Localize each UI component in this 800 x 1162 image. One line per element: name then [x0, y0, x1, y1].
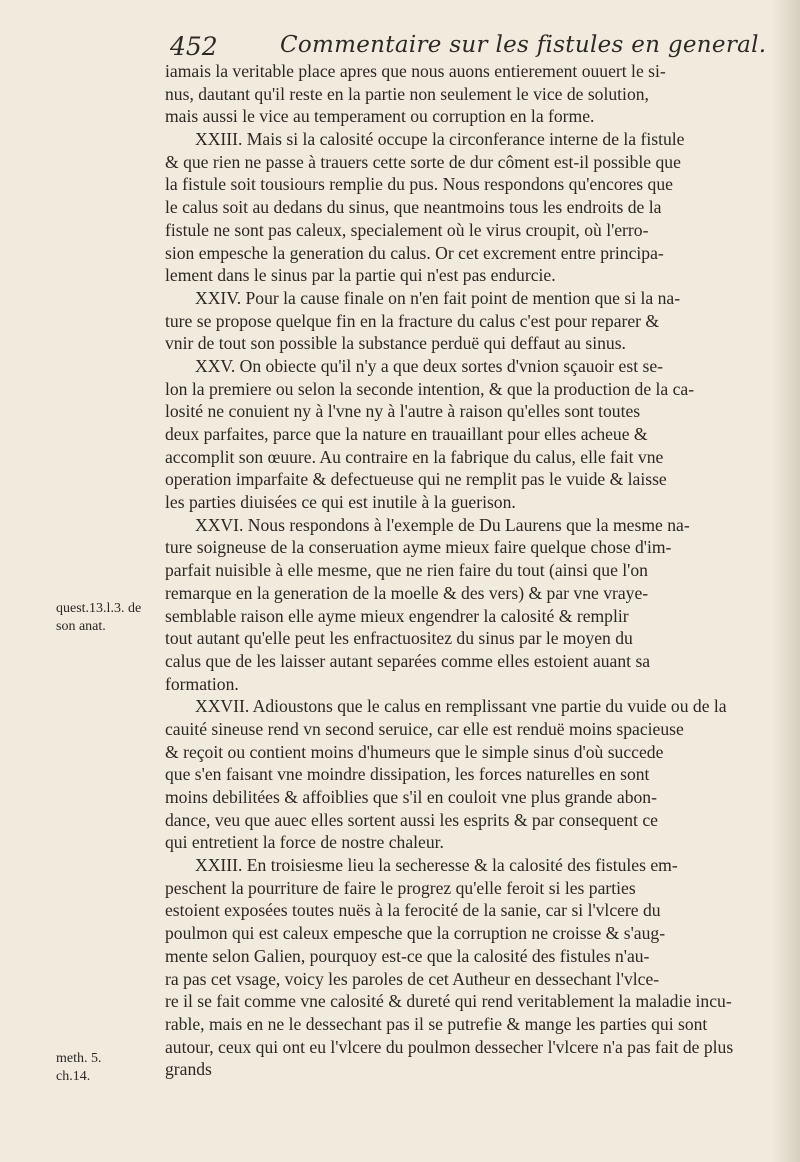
text-line: qui entretient la force de nostre chaleur. — [165, 832, 444, 853]
text-line: iamais la veritable place apres que nous auons entierement ouuert le si- — [165, 61, 666, 81]
page-number: 452 — [170, 32, 218, 61]
text-line: & reçoit ou contient moins d'humeurs que le simple sinus d'où succede — [165, 741, 664, 762]
text-line: estoient exposées toutes nuës à la ferocité de la sanie, car si l'vlcere du — [165, 900, 661, 921]
margin-note: meth. 5. ch.14. — [56, 1051, 102, 1084]
text-line: ture se propose quelque fin en la fracture du calus c'est pour reparer & — [165, 310, 660, 331]
text-line: rable, mais en ne le dessechant pas il se putrefie & mange les parties qui sont — [165, 1013, 708, 1034]
text-line: sion empesche la generation du calus. Or cet excrement entre principa- — [165, 242, 664, 263]
text-line: XXIII. Mais si la calosité occupe la circonferance interne de la fistule — [195, 129, 685, 150]
text-line: autour, ceux qui ont eu l'vlcere du poulmon dessecher l'vlcere n'a pas fait de plus — [165, 1036, 734, 1057]
running-head: Commentaire sur les fistules en general. — [280, 32, 767, 58]
text-line: & que rien ne passe à trauers cette sorte de dur côment est-il possible que — [165, 151, 681, 172]
text-line: remarque en la generation de la moelle & des vers) & par vne vraye- — [165, 582, 649, 603]
text-line: que s'en faisant vne moindre dissipation, les forces naturelles en sont — [165, 764, 650, 785]
text-line: semblable raison elle ayme mieux engendrer la calosité & remplir — [165, 605, 629, 626]
text-line: XXV. On obiecte qu'il n'y a que deux sortes d'vnion sçauoir est se- — [195, 355, 663, 376]
text-line: vnir de tout son possible la substance perduë qui deffaut au sinus. — [165, 333, 626, 354]
page-edge-shadow — [772, 0, 800, 1162]
text-line: mais aussi le vice au temperament ou corruption en la forme. — [165, 106, 595, 127]
text-line: formation. — [165, 673, 239, 694]
body-text — [165, 60, 770, 1081]
text-line: poulmon qui est caleux empesche que la corruption ne croisse & s'aug- — [165, 923, 666, 944]
text-line: lement dans le sinus par la partie qui n'est pas endurcie. — [165, 265, 556, 286]
text-line: cauité sineuse rend vn second seruice, car elle est renduë moins spacieuse — [165, 718, 684, 739]
text-line: lon la premiere ou selon la seconde intention, & que la production de la ca- — [165, 378, 695, 399]
text-line: les parties diuisées ce qui est inutile à la guerison. — [165, 492, 516, 513]
text-line: moins debilitées & affoiblies que s'il en couloit vne plus grande abon- — [165, 787, 657, 807]
margin-note: quest.13.l.3. de son anat. — [56, 601, 142, 634]
text-line: dance, veu que auec elles sortent aussi les esprits & par consequent ce — [165, 809, 658, 830]
text-line: le calus soit au dedans du sinus, que neantmoins tous les endroits de la — [165, 197, 662, 218]
text-line: grands — [165, 1059, 212, 1080]
text-line: peschent la pourriture de faire le progrez qu'elle feroit si les parties — [165, 877, 636, 898]
text-line: tout autant qu'elle peut les enfractuositez du sinus par le moyen du — [165, 628, 633, 649]
text-line: ra pas cet vsage, voicy les paroles de cet Autheur en dessechant l'vlce- — [165, 968, 660, 989]
text-line: XXIII. En troisiesme lieu la secheresse & la calosité des fistules em- — [195, 855, 678, 876]
text-line: XXVII. Adioustons que le calus en remplissant vne partie du vuide ou de la — [195, 696, 727, 717]
text-line: parfait nuisible à elle mesme, que ne rien faire du tout (ainsi que l'on — [165, 560, 648, 581]
text-line: nus, dautant qu'il reste en la partie non seulement le vice de solution, — [165, 83, 649, 104]
text-line: fistule ne sont pas caleux, specialement où le virus croupit, où l'erro- — [165, 219, 649, 240]
text-line: XXVI. Nous respondons à l'exemple de Du Laurens que la mesme na- — [195, 514, 690, 535]
text-line: XXIV. Pour la cause finale on n'en fait point de mention que si la na- — [195, 287, 681, 308]
text-line: re il se fait comme vne calosité & dureté qui rend veritablement la maladie incu- — [165, 991, 732, 1012]
text-line: ture soigneuse de la conseruation ayme mieux faire quelque chose d'im- — [165, 537, 672, 558]
text-line: deux parfaites, parce que la nature en trauaillant pour elles acheue & — [165, 424, 648, 444]
text-line: la fistule soit tousiours remplie du pus. Nous respondons qu'encores que — [165, 174, 673, 195]
text-line: operation imparfaite & defectueuse qui ne remplit pas le vuide & laisse — [165, 469, 667, 490]
text-line: losité ne conuient ny à l'vne ny à l'autre à raison qu'elles sont toutes — [165, 401, 641, 422]
text-line: accomplit son œuure. Au contraire en la fabrique du calus, elle fait vne — [165, 446, 664, 467]
text-line: mente selon Galien, pourquoy est-ce que la calosité des fistules n'au- — [165, 945, 650, 966]
text-line: calus que de les laisser autant separées comme elles estoient auant sa — [165, 650, 651, 671]
